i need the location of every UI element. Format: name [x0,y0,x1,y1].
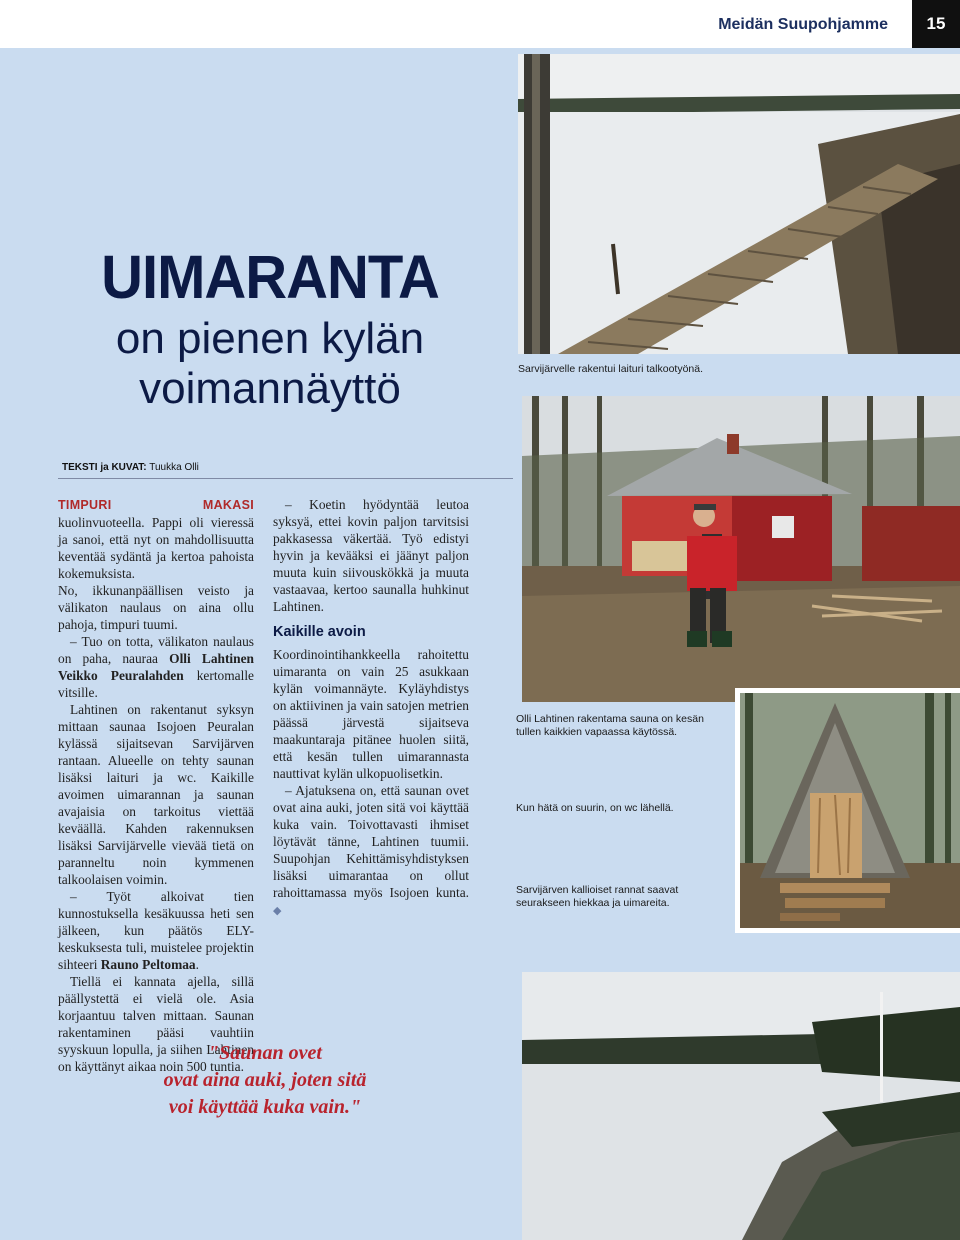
dock-photo [518,54,960,354]
article-column-1 [58,496,254,1075]
paragraph: No, ikkunanpäällisen veisto ja välikaton naulaus on aina ollu pahoja, timpuri tuumi. [58,583,254,632]
magazine-title: Meidän Suupohjamme [718,16,888,33]
pull-quote-line: ovat aina auki, joten sitä [163,1069,367,1091]
article-column-2 [273,496,469,920]
byline-author: Tuukka Olli [149,462,199,473]
pull-quote [120,1040,410,1121]
byline-divider [58,478,513,479]
subheading: Kaikille avoin [273,624,366,640]
pull-quote-line: "Saunan ovet [208,1042,322,1064]
wc-photo [735,688,960,933]
sauna-photo-caption: Olli Lahtinen rakentama sauna on kesän tullen kaikkien vapaassa käytössä. [516,713,704,738]
headline-sub-line2: voimannäyttö [139,364,401,413]
paragraph: TIMPURI MAKASI kuolinvuoteella. Pappi oli vieressä ja sanoi, että nyt on mahdollisuutta keventää sydäntä ja kertoa pahoista kokemuksista. [58,498,254,581]
byline [62,462,199,473]
end-mark-icon: ◆ [273,905,282,917]
page-number: 15 [912,0,960,48]
paragraph: – Ajatuksena on, että saunan ovet ovat aina auki, joten sitä voi käyttää kuka vain. Toivottavasti ihmiset löytävät tänne, Lahtinen tuumii. Suupohjan Kehittämisyhdistyksen lisäksi uimarantaa on ollut rahoittamassa myös Isojoen kunta. ◆ [273,783,469,917]
pull-quote-line: voi käyttää kuka vain." [168,1096,362,1118]
headline-sub-line1: on pienen kylän [115,314,425,363]
wc-photo-caption: Kun hätä on suurin, on wc lähellä. [516,802,674,814]
sauna-photo [522,396,960,702]
paragraph: Tiellä ei kannata ajella, sillä päällystettä ei vielä ole. Asia korjaantuu talven mittaan. Saunan rakentaminen pääsi vauhtiin syyskuun lopulla, ja siihen Lahtinen on käyttänyt aikaa noin 500 tuntia. [58,974,254,1074]
person-name: Rauno Peltomaa [100,957,196,972]
person-name: Olli Lahtinen Veikko Peuralahden [58,651,254,683]
byline-label: TEKSTI ja KUVAT: [62,462,147,473]
paragraph: – Koetin hyödyntää leutoa syksyä, ettei kovin paljon tarvitsisi pakkasessa väkertää. Työ edistyi hyvin ja kevääksi ei jäänyt paljon muuta kuin siivouskökkä ja muuta vastaavaa, kertoo saunalla huhkinut Lahtinen. [273,497,469,614]
lake-photo [522,972,960,1240]
lead-caps: TIMPURI MAKASI [58,498,254,512]
lake-photo-caption: Sarvijärven kallioiset rannat saavat seurakseen hiekkaa ja uimareita. [516,884,679,909]
paragraph: Koordinointihankkeella rahoitettu uimaranta on vain 25 asukkaan kylän voimannäyte. Kyläyhdistys on aktiivinen ja vain satojen metrien päässä järvestä sijaitseva maakuntaraja pitänee huolen siitä, että kesän tullen uimarannasta nauttivat kylän ulkopuolisetkin. [273,647,469,781]
dock-photo-caption: Sarvijärvelle rakentui laituri talkootyönä. [518,363,704,375]
paragraph: – Tuo on totta, välikaton naulaus on paha, nauraa Olli Lahtinen Veikko Peuralahden kertomalle vitsille. [58,634,254,700]
paragraph: – Työt alkoivat tien kunnostuksella kesäkuussa heti sen jälkeen, kun päätös ELY-keskuksesta tuli, muistelee projektin sihteeri Rauno Peltomaa. [58,889,254,972]
page-header [0,0,960,48]
headline-main: UIMARANTA [101,243,439,312]
paragraph: Lahtinen on rakentanut syksyn mittaan saunaa Isojoen Peuralan kylässä sijaitsevan Sarvijärven rantaan. Alueelle on tehty saunan lisäksi laituri ja wc. Kaikille avoimen uimarannan ja saunan avajaisia on tarkoitus viettää keväällä. Kahden rakennuksen lisäksi Sarvijärvelle vievää tietä on paranneltu noin kymmenen talkoolaisen voimin. [58,702,254,887]
article-headline [60,243,480,414]
